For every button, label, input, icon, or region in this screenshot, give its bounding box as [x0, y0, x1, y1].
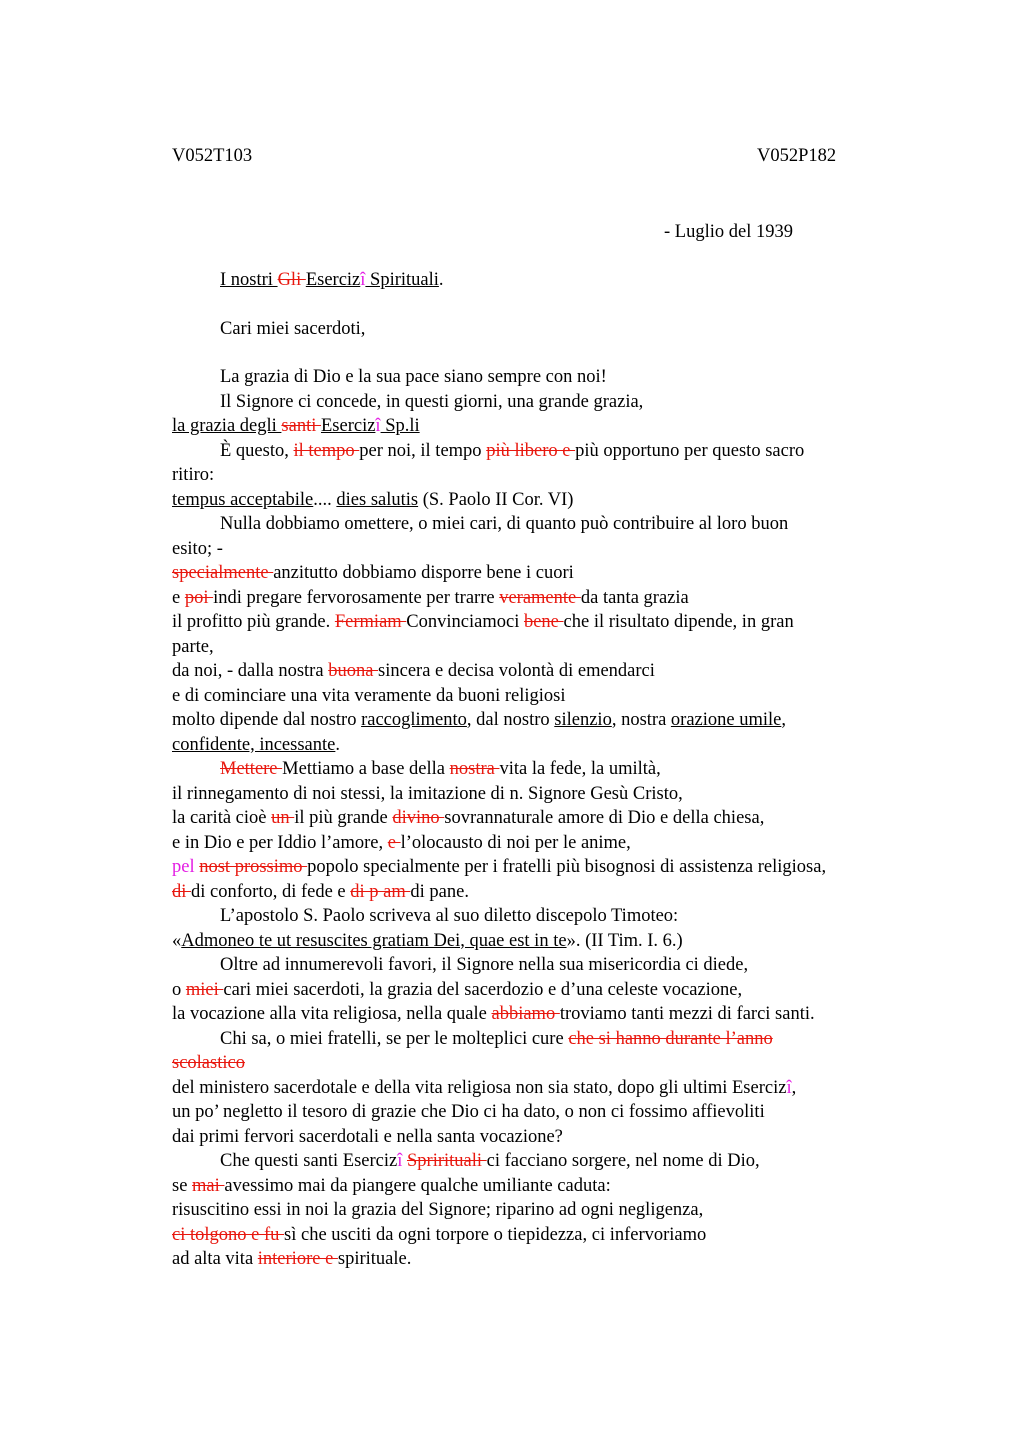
- text-segment: il profitto più grande.: [172, 612, 335, 632]
- text-segment: ,: [791, 1077, 797, 1098]
- text-segment: che il risultato dipende, in gran: [563, 612, 794, 632]
- text-segment: la carità cioè: [172, 808, 272, 828]
- deleted-text: il tempo: [293, 440, 360, 461]
- text-segment: Convinciamoci: [406, 612, 524, 632]
- document-date: - Luglio del 1939: [664, 222, 793, 242]
- underlined-text: Eserciz: [305, 270, 361, 290]
- text-segment: indi pregare fervorosamente per trarre: [213, 587, 500, 608]
- text-line: [172, 831, 917, 856]
- text-line: [172, 782, 917, 807]
- text-segment: molto dipende dal nostro: [172, 710, 362, 730]
- text-segment: troviamo tanti mezzi di farci santi.: [559, 1004, 815, 1024]
- text-line: [172, 1125, 917, 1150]
- text-line: [172, 733, 917, 758]
- text-line: [172, 904, 917, 929]
- deleted-text: scolastico: [172, 1053, 245, 1073]
- text-line: [172, 1198, 917, 1223]
- underlined-text: Sp.li: [380, 416, 420, 436]
- text-line: [172, 953, 917, 978]
- text-line: [172, 1223, 917, 1248]
- text-line: [172, 610, 917, 635]
- text-segment: e di cominciare una vita veramente da buoni religiosi: [172, 685, 566, 706]
- text-line: [172, 414, 917, 439]
- deleted-text: un: [271, 808, 295, 828]
- text-line: [172, 978, 917, 1003]
- text-line: [172, 317, 917, 342]
- deleted-text: nost prossimo: [199, 857, 308, 877]
- deleted-text: Fermiam: [334, 612, 407, 632]
- text-segment: , dal nostro: [466, 710, 555, 730]
- text-line: [172, 855, 917, 880]
- header-right-code: V052P182: [757, 146, 837, 166]
- underlined-text: Eserciz: [320, 416, 376, 436]
- text-segment: ritiro:: [172, 465, 215, 485]
- paragraph-gap: [172, 293, 917, 317]
- text-segment: ». (II Tim. I. 6.): [566, 930, 683, 951]
- text-segment: l’olocausto di noi per le anime,: [400, 832, 631, 853]
- text-segment: Cari miei sacerdoti,: [220, 318, 366, 339]
- text-line: [172, 1002, 917, 1027]
- text-segment: avessimo mai da piangere qualche umiliante caduta:: [224, 1175, 611, 1196]
- text-segment: L’apostolo S. Paolo scriveva al suo diletto discepolo Timoteo:: [220, 906, 679, 926]
- text-line: [172, 1174, 917, 1199]
- paragraph-gap: [172, 341, 917, 365]
- text-line: [172, 1027, 917, 1052]
- text-segment: ad alta vita: [172, 1249, 258, 1269]
- text-segment: più opportuno per questo sacro: [575, 440, 805, 461]
- text-segment: per noi, il tempo: [359, 440, 487, 461]
- text-line: [172, 537, 917, 562]
- text-segment: se: [172, 1175, 193, 1196]
- text-segment: il più grande: [294, 808, 393, 828]
- text-segment: La grazia di Dio e la sua pace siano sempre con noi!: [220, 367, 607, 387]
- deleted-text: poi: [184, 587, 214, 608]
- text-segment: dai primi fervori sacerdotali e nella santa vocazione?: [172, 1126, 563, 1147]
- text-segment: risuscitino essi in noi la grazia del Signore; riparino ad ogni negligenza,: [172, 1200, 704, 1220]
- deleted-text: buona: [328, 661, 379, 681]
- text-segment: ,: [781, 710, 786, 730]
- underlined-text: silenzio: [554, 710, 612, 730]
- text-segment: e: [172, 587, 185, 608]
- inserted-text: î: [397, 1151, 403, 1171]
- text-line: [172, 880, 917, 905]
- text-segment: anzitutto dobbiamo disporre bene i cuori: [273, 563, 574, 583]
- text-line: [172, 365, 917, 390]
- text-segment: del ministero sacerdotale e della vita religiosa non sia stato, dopo gli ultimi Eserciz: [172, 1077, 787, 1098]
- deleted-text: Mettere: [220, 759, 283, 779]
- inserted-text: î: [375, 416, 381, 436]
- text-line: [172, 561, 917, 586]
- text-line: [172, 929, 917, 954]
- underlined-text: dies salutis: [336, 489, 419, 510]
- text-segment: È questo,: [220, 440, 294, 461]
- underlined-text: orazione umile: [670, 710, 782, 730]
- text-segment: , nostra: [611, 710, 671, 730]
- deleted-text: nostra: [449, 759, 500, 779]
- deleted-text: santi: [281, 416, 321, 436]
- text-line: [172, 439, 917, 464]
- deleted-text: Sprirituali: [407, 1151, 487, 1171]
- deleted-text: mai: [192, 1175, 225, 1196]
- deleted-text: e: [387, 832, 401, 853]
- text-segment: Il Signore ci concede, in questi giorni, una grande grazia,: [220, 391, 644, 412]
- text-segment: cari miei sacerdoti, la grazia del sacerdozio e d’una celeste vocazione,: [223, 979, 743, 1000]
- deleted-text: Gli: [277, 270, 306, 290]
- text-segment: vita la fede, la umiltà,: [499, 759, 661, 779]
- text-segment: sovrannaturale amore di Dio e della chiesa,: [444, 808, 765, 828]
- underlined-text: Admoneo te ut resuscites gratiam Dei, quae est in te: [181, 930, 567, 951]
- text-segment: sì che usciti da ogni torpore o tiepidezza, ci infervoriamo: [284, 1224, 707, 1245]
- deleted-text: di p am: [350, 881, 411, 902]
- text-line: [172, 1247, 917, 1272]
- text-segment: la vocazione alla vita religiosa, nella quale: [172, 1004, 492, 1024]
- deleted-text: abbiamo: [491, 1004, 560, 1024]
- text-line: [172, 488, 917, 513]
- text-segment: ci facciano sorgere, nel nome di Dio,: [486, 1151, 760, 1171]
- underlined-text: I nostri: [220, 270, 278, 290]
- text-segment: Oltre ad innumerevoli favori, il Signore nella sua misericordia ci diede,: [220, 955, 749, 975]
- text-line: [172, 1100, 917, 1125]
- deleted-text: più libero e: [486, 440, 576, 461]
- text-segment: Chi sa, o miei fratelli, se per le molteplici cure: [220, 1028, 569, 1049]
- text-segment: (S. Paolo II Cor. VI): [418, 489, 574, 510]
- deleted-text: di: [172, 881, 192, 902]
- deleted-text: divino: [392, 808, 445, 828]
- text-segment: .: [438, 270, 444, 290]
- text-segment: spirituale.: [337, 1249, 412, 1269]
- document-body: [172, 268, 917, 1272]
- text-segment: di conforto, di fede e: [191, 881, 351, 902]
- text-line: [172, 806, 917, 831]
- text-segment: di pane.: [410, 881, 469, 902]
- text-segment: popolo specialmente per i fratelli più bisognosi di assistenza religiosa,: [307, 857, 827, 877]
- text-segment: da tanta grazia: [580, 587, 689, 608]
- inserted-text: î: [360, 270, 366, 290]
- text-segment: il rinnegamento di noi stessi, la imitazione di n. Signore Gesù Cristo,: [172, 783, 683, 804]
- text-segment: un po’ negletto il tesoro di grazie che Dio ci ha dato, o non ci fossimo affievoliti: [172, 1102, 765, 1122]
- text-line: [172, 1149, 917, 1174]
- underlined-text: Spirituali: [365, 270, 439, 290]
- text-segment: esito; -: [172, 538, 223, 559]
- underlined-text: raccoglimento: [361, 710, 467, 730]
- text-segment: e in Dio e per Iddio l’amore,: [172, 832, 388, 853]
- deleted-text: miei: [185, 979, 224, 1000]
- text-line: [172, 390, 917, 415]
- text-segment: parte,: [172, 636, 214, 657]
- deleted-text: che si hanno durante l’anno: [568, 1028, 773, 1049]
- text-segment: «: [172, 930, 182, 951]
- header-left-code: V052T103: [172, 146, 253, 166]
- text-segment: da noi, - dalla nostra: [172, 661, 329, 681]
- deleted-text: specialmente: [172, 563, 274, 583]
- text-line: [172, 1051, 917, 1076]
- text-line: [172, 635, 917, 660]
- text-line: [172, 684, 917, 709]
- text-line: [172, 757, 917, 782]
- deleted-text: veramente: [499, 587, 581, 608]
- underlined-text: tempus acceptabile: [172, 489, 314, 510]
- inserted-text: pel: [172, 857, 200, 877]
- text-segment: o: [172, 979, 186, 1000]
- text-line: [172, 659, 917, 684]
- text-segment: .: [335, 734, 340, 755]
- underlined-text: confidente, incessante: [172, 734, 336, 755]
- text-segment: sincera e decisa volontà di emendarci: [378, 661, 655, 681]
- text-segment: ....: [313, 489, 337, 510]
- text-line: [172, 586, 917, 611]
- deleted-text: interiore e: [257, 1249, 338, 1269]
- inserted-text: î: [786, 1077, 792, 1098]
- text-segment: Nulla dobbiamo omettere, o miei cari, di quanto può contribuire al loro buon: [220, 514, 789, 534]
- deleted-text: bene: [523, 612, 564, 632]
- text-segment: Che questi santi Eserciz: [220, 1151, 398, 1171]
- text-line: [172, 463, 917, 488]
- text-line: [172, 1076, 917, 1101]
- underlined-text: la grazia degli: [172, 416, 282, 436]
- deleted-text: ci tolgono e fu: [172, 1224, 285, 1245]
- text-line: [172, 512, 917, 537]
- text-line: [172, 708, 917, 733]
- text-segment: Mettiamo a base della: [282, 759, 450, 779]
- text-line: [172, 268, 917, 293]
